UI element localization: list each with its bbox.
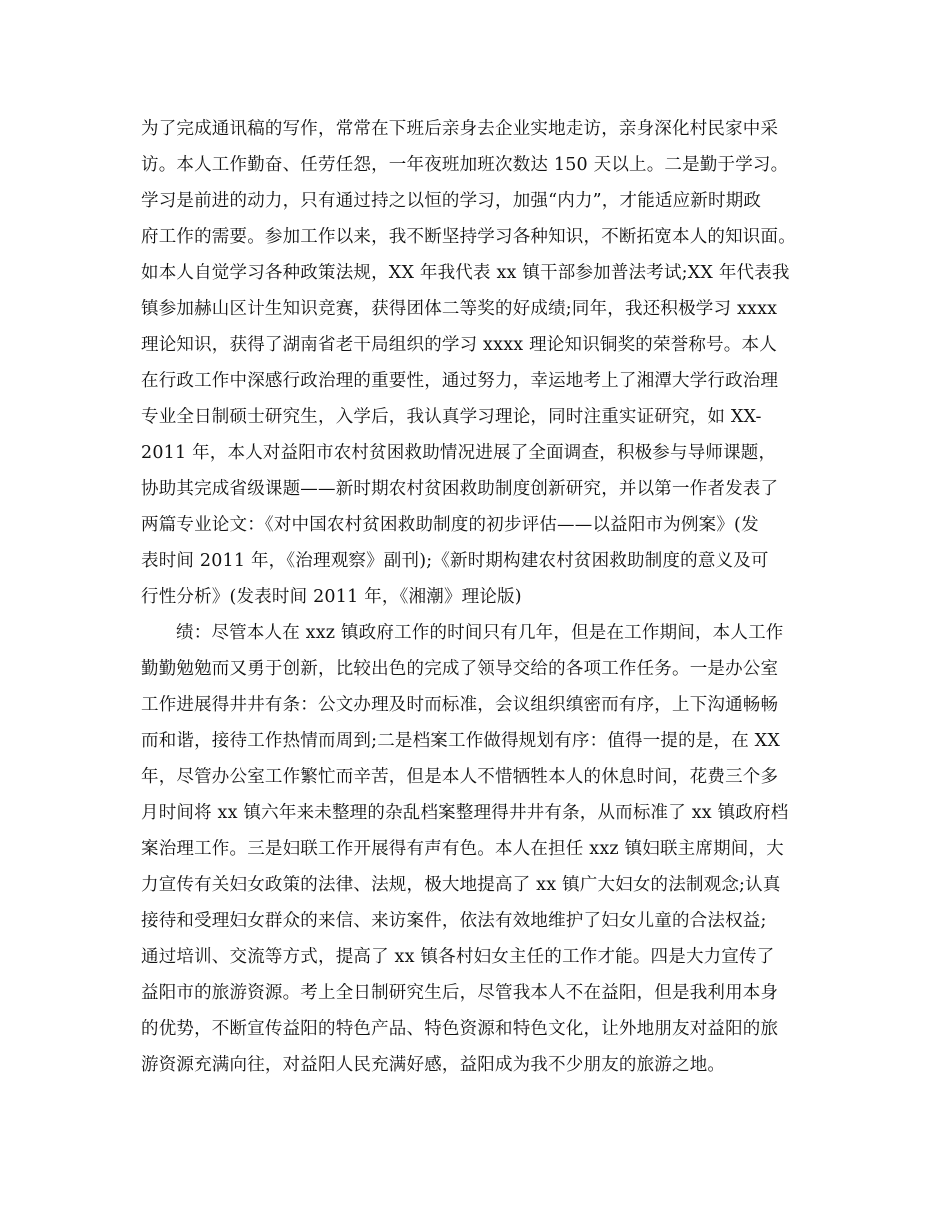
text-line: 游资源充满向往，对益阳人民充满好感，益阳成为我不少朋友的旅游之地。 [141, 1055, 726, 1075]
text-line: 年，尽管办公室工作繁忙而辛苦，但是本人不惜牺牲本人的休息时间，花费三个多 [141, 767, 779, 787]
text-line: 学习是前进的动力，只有通过持之以恒的学习，加强“内力”，才能适应新时期政 [141, 191, 762, 211]
text-line: 理论知识，获得了湖南省老干局组织的学习 xxxx 理论知识铜奖的荣誉称号。本人 [141, 335, 777, 355]
text-line: 为了完成通讯稿的写作，常常在下班后亲身去企业实地走访，亲身深化村民家中采 [141, 119, 779, 139]
text-line: 协助其完成省级课题——新时期农村贫困救助制度创新研究，并以第一作者发表了 [141, 479, 779, 499]
text-line: 2011 年，本人对益阳市农村贫困救助情况进展了全面调查，积极参与导师课题， [141, 443, 777, 463]
text-line: 工作进展得井井有条：公文办理及时而标准，会议组织缜密而有序，上下沟通畅畅 [141, 695, 779, 715]
text-line: 勤勤勉勉而又勇于创新，比较出色的完成了领导交给的各项工作任务。一是办公室 [141, 659, 779, 679]
text-line: 访。本人工作勤奋、任劳任怨，一年夜班加班次数达 150 天以上。二是勤于学习。 [141, 155, 789, 175]
text-line: 益阳市的旅游资源。考上全日制研究生后，尽管我本人不在益阳，但是我利用本身 [141, 983, 779, 1003]
text-line: 而和谐，接待工作热情而周到;二是档案工作做得规划有序：值得一提的是，在 XX [141, 731, 780, 751]
text-line: 如本人自觉学习各种政策法规，XX 年我代表 xx 镇干部参加普法考试;XX 年代表我 [141, 263, 790, 283]
text-line: 镇参加赫山区计生知识竞赛，获得团体二等奖的好成绩;同年，我还积极学习 xxxx [141, 299, 778, 319]
text-line: 两篇专业论文：《对中国农村贫困救助制度的初步评估——以益阳市为例案》(发 [141, 515, 759, 535]
text-line: 府工作的需要。参加工作以来，我不断坚持学习各种知识，不断拓宽本人的知识面。 [141, 227, 796, 247]
text-line: 案治理工作。三是妇联工作开展得有声有色。本人在担任 xxz 镇妇联主席期间，大 [141, 839, 784, 859]
text-line: 表时间 2011 年，《治理观察》副刊);《新时期构建农村贫困救助制度的意义及可 [141, 551, 769, 571]
text-line: 在行政工作中深感行政治理的重要性，通过努力，幸运地考上了湘潭大学行政治理 [141, 371, 779, 391]
text-line: 的优势，不断宣传益阳的特色产品、特色资源和特色文化，让外地朋友对益阳的旅 [141, 1019, 779, 1039]
text-line: 接待和受理妇女群众的来信、来访案件，依法有效地维护了妇女儿童的合法权益; [141, 911, 767, 931]
text-line: 专业全日制硕士研究生，入学后，我认真学习理论，同时注重实证研究，如 XX- [141, 407, 762, 427]
text-line: 月时间将 xx 镇六年来未整理的杂乱档案整理得井井有条，从而标准了 xx 镇政府档 [141, 803, 789, 823]
text-line: 力宣传有关妇女政策的法律、法规，极大地提高了 xx 镇广大妇女的法制观念;认真 [141, 875, 781, 895]
text-line: 通过培训、交流等方式，提高了 xx 镇各村妇女主任的工作才能。四是大力宣传了 [141, 947, 775, 967]
paragraph-start-line: 绩：尽管本人在 xxz 镇政府工作的时间只有几年，但是在工作期间，本人工作 [176, 623, 784, 643]
text-line: 行性分析》(发表时间 2011 年，《湘潮》理论版) [141, 587, 522, 607]
